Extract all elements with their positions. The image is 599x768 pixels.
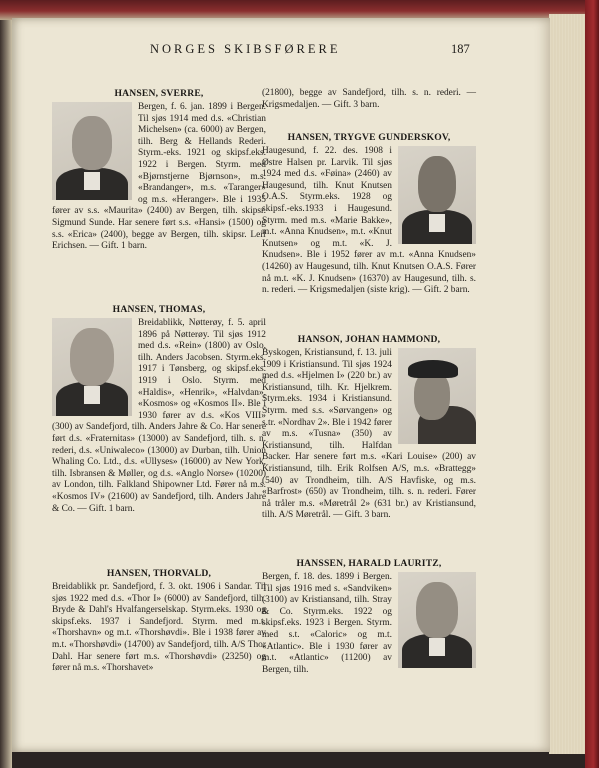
book-cover-top (0, 0, 599, 20)
portrait-photo (398, 572, 476, 668)
portrait-photo (398, 146, 476, 244)
page-number: 187 (451, 42, 470, 56)
entry-hanson-johan (262, 334, 476, 522)
entry-text: Breidablikk, Nøtterøy, f. 5. april 1896 på Nøtterøy. Til sjøs 1912 med d.s. «Rein» (1800) av Oslo, tilh. Anders Jacobsen. Styrm.eks. 1917 i Tønsberg, og skipsf.eks. 1919 i Oslo. Styrm. med «Haldis», «Henrik», «Halvdan», «Kosmos» og «Kosmos II». Ble i 1930 fører av d.s. «Kos VIII» (300) av Sandefjord, tilh. Anders Jahre & Co. Har senere ført d.s. «Fraternitas» (13000) av Sandefjord, tilh. s. n. rederi, d.s. «Uniwaleco» (13000) av Durban, tilh. Union Whaling Co. Ltd., d.s. «Ullyses» (16000) av New York, tilh. Isbransen & Møller, og d.s. «Anglo Norse» (10200) av London, tilh. Falkland Shipowner Ltd. Fører nå m.s. «Kosmos IV» (21600) av Sandefjord, tilh. Anders Jahre & Co. — Gift. 1 barn. (52, 318, 266, 514)
entry-name: HANSEN, THORVALD, (106, 568, 212, 579)
entry-text: (21800), begge av Sandefjord, tilh. s. n. rederi. — Krigsmedaljen. — Gift. 3 barn. (262, 88, 476, 110)
book-spine-edge (0, 0, 12, 768)
entry-name: HANSSEN, HARALD LAURITZ, (296, 558, 442, 569)
entry-hansen-trygve (262, 132, 476, 297)
entry-text: Bergen, f. 18. des. 1899 i Bergen. Til sjøs 1916 med s. «Sandviken» (3100) av Kristiansand, tilh. Stray & Co. Styrm.eks. 1922 og skipsf.eks. 1923 i Bergen. Styrm. med s.t. «Caloric» og m.t. «Atlantic». Ble i 1930 fører av m.t. «Atlantic» (11200) av Bergen, tilh. (262, 572, 392, 675)
portrait-photo (52, 102, 132, 200)
entry-text: Haugesund, f. 22. des. 1908 i Østre Halsen pr. Larvik. Til sjøs 1924 med d.s. «Føina» (2460) av Haugesund, tilh. Knut Knutsen O.A.S. Styrm.eks. 1928 og skipsf.-eks.1933 i Haugesund. Styrm. med m.s. «Marie Bakke», m.t. «Anna Knudsen», m.t. «Knut Knutsen» og m.t. «K. J. Knudsen». Ble i 1952 fører av m.t. «Anna Knudsen» (14260) av Haugesund, tilh. Knut Knutsen O.A.S. Fører nå m.t. «K. J. Knudsen» (16370) av Haugesund, tilh. s. n. rederi. — Krigsmedaljen (siste krig). — Gift. 2 barn. (262, 146, 476, 296)
entry-hansen-thomas (52, 304, 266, 515)
running-title: NORGES SKIBSFØRERE (150, 42, 341, 56)
portrait-photo (52, 318, 132, 416)
entry-name: HANSON, JOHAN HAMMOND, (297, 334, 441, 345)
entry-name: HANSEN, THOMAS, (112, 304, 206, 315)
entry-text: Breidablikk pr. Sandefjord, f. 3. okt. 1906 i Sandar. Til sjøs 1922 med d.s. «Thor I» (6000) av Sandefjord, tilh. Bryde & Dahl's Hvalfangerselskap. Styrm.eks. 1930 og skipsf.eks. 1937 i Sandefjord. Styrm. med m.t. «Thorshavn» og m.t. «Thorshøvdi». Ble i 1938 fører av m.t. «Thorshøvdi» (14700) av Sandefjord, tilh. A/S Thor Dahl. Har senere ført m.s. «Thorshøvdi» (23250) og fører nå m.s. «Thorshavet» (52, 582, 266, 674)
entry-hansen-thorvald (52, 568, 266, 675)
entry-hansen-sverre (52, 88, 266, 253)
entry-text: Bergen, f. 6. jan. 1899 i Bergen. Til sjøs 1914 med d.s. «Christian Michelsen» (ca. 6000) av Bergen, tilh. Berg & Hellands Rederi. Styrm.-eks. 1921 og skipsf.eks. 1922 i Bergen. Styrm. med «Bjørnstjerne Bjørnson», m.s. «Brandanger», m.s. «Taranger» og m.s. «Heranger». Ble i 1935 fører av s.s. «Maurita» (2400) av Bergen, tilh. skipsr. Sigmund Sunde. Har senere ført s.s. «Hansi» (1500) og s.s. «Erica» (2400), begge av Bergen, tilh. skipsr. Leif Erichsen. — Gift. 1 barn. (52, 102, 266, 252)
entry-text: Byskogen, Kristiansund, f. 13. juli 1909 i Kristiansund. Til sjøs 1924 med d.s. «Hjelmen I» (220 br.) av Kristiansund, tilh. Kr. Hjelkrem. Styrm.eks. 1934 i Kristiansund. Styrm. med s.s. «Sørvangen» og s.tr. «Nordhav 2». Ble i 1942 fører av m.s. «Tusna» (350) av Kristiansund, tilh. Halfdan Backer. Har senere ført m.s. «Kari Louise» (200) av Kristiansund, tilh. Erik Rolfsen A/S, m.s. «Brattegg» (540) av Trondheim, tilh. A/S Havfiske, og m.s. «Barfrost» (650) av Trondheim, tilh. s. n. rederi. Fører nå tråler m.s. «Møretrål 2» (631 br.) av Kristiansund, tilh. A/S Møretrål. — Gift. 3 barn. (262, 348, 476, 521)
entry-continuation (262, 88, 476, 111)
book-cover-right (585, 0, 599, 768)
entry-hanssen-harald (262, 558, 476, 676)
entry-name: HANSEN, TRYGVE GUNDERSKOV, (287, 132, 451, 143)
portrait-photo (398, 348, 476, 444)
entry-name: HANSEN, SVERRE, (114, 88, 204, 99)
